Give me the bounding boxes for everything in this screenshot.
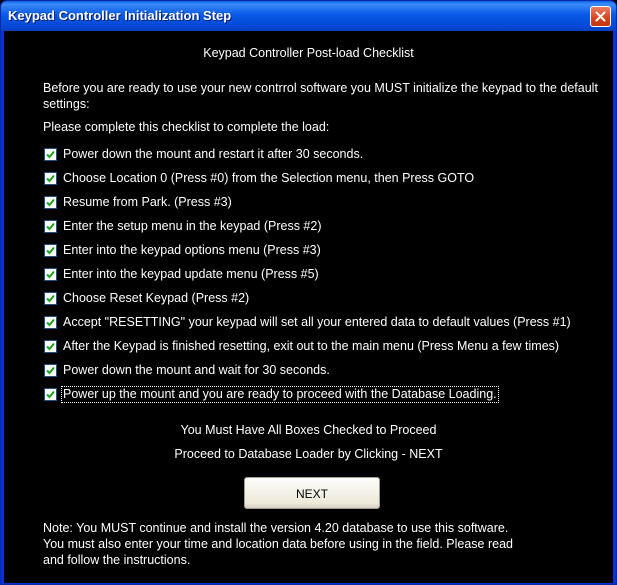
checklist-instruction: Please complete this checklist to complete the load: (43, 120, 330, 134)
checklist-item-label: Resume from Park. (Press #3) (63, 194, 232, 209)
checklist-item-exit-main-menu[interactable] (44, 337, 560, 355)
checkbox[interactable] (44, 244, 57, 257)
checklist-item-label: After the Keypad is finished resetting, exit out to the main menu (Press Menu a few times) (63, 338, 560, 353)
checkbox[interactable] (44, 340, 57, 353)
close-icon (595, 11, 606, 22)
checklist-item-update-menu[interactable] (44, 265, 320, 283)
checklist-item-accept-resetting[interactable] (44, 313, 572, 331)
checkmark-icon (46, 198, 55, 207)
proceed-instruction: Proceed to Database Loader by Clicking - NEXT (174, 447, 443, 461)
checkmark-icon (46, 246, 55, 255)
checkmark-icon (46, 390, 55, 399)
dialog-body (4, 31, 613, 583)
checklist-item-label: Enter into the keypad update menu (Press #5) (63, 266, 319, 281)
checkbox[interactable] (44, 220, 57, 233)
checkmark-icon (46, 366, 55, 375)
checklist-heading: Keypad Controller Post-load Checklist (203, 46, 414, 60)
window-title: Keypad Controller Initialization Step (8, 8, 232, 23)
checklist-item-reset-keypad[interactable] (44, 289, 250, 307)
checklist-item-label: Power down the mount and restart it after 30 seconds. (63, 146, 364, 161)
checklist-item-label: Enter the setup menu in the keypad (Press #2) (63, 218, 322, 233)
checkmark-icon (46, 174, 55, 183)
note-text (43, 520, 603, 568)
checkmark-icon (46, 342, 55, 351)
checklist-item-label: Accept "RESETTING" your keypad will set all your entered data to default values (Press #1) (63, 314, 571, 329)
checklist-item-power-down-restart[interactable] (44, 145, 364, 163)
checklist-item-label: Choose Reset Keypad (Press #2) (63, 290, 250, 305)
checklist-item-label: Choose Location 0 (Press #0) from the Selection menu, then Press GOTO (63, 170, 475, 185)
note-line: Note: You MUST continue and install the version 4.20 database to use this software. (43, 521, 509, 535)
title-bar[interactable] (1, 1, 616, 31)
checkbox[interactable] (44, 196, 57, 209)
checklist-item-power-up[interactable] (44, 385, 498, 403)
checklist-item-label: Power up the mount and you are ready to proceed with the Database Loading. (63, 386, 497, 401)
checklist-item-power-down-wait[interactable] (44, 361, 331, 379)
checkbox[interactable] (44, 316, 57, 329)
checklist-item-resume-park[interactable] (44, 193, 233, 211)
checkbox[interactable] (44, 148, 57, 161)
note-line: and follow the instructions. (43, 553, 191, 567)
close-button[interactable] (590, 6, 611, 27)
checklist-item-label: Enter into the keypad options menu (Press #3) (63, 242, 321, 257)
checklist-item-options-menu[interactable] (44, 241, 322, 259)
checkmark-icon (46, 294, 55, 303)
checkbox[interactable] (44, 292, 57, 305)
checklist-item-label: Power down the mount and wait for 30 seconds. (63, 362, 330, 377)
checkmark-icon (46, 270, 55, 279)
checklist-item-setup-menu[interactable] (44, 217, 322, 235)
intro-text: Before you are ready to use your new contrrol software you MUST initialize the keypad to the default settings: (43, 81, 598, 111)
checkbox[interactable] (44, 268, 57, 281)
next-button[interactable]: NEXT (244, 477, 380, 509)
checkmark-icon (46, 318, 55, 327)
checkbox[interactable] (44, 172, 57, 185)
note-line: You must also enter your time and location data before using in the field. Please read (43, 537, 513, 551)
checkmark-icon (46, 222, 55, 231)
checklist-item-choose-location[interactable] (44, 169, 475, 187)
checkbox[interactable] (44, 364, 57, 377)
checkmark-icon (46, 150, 55, 159)
must-check-notice: You Must Have All Boxes Checked to Proceed (180, 423, 437, 437)
checkbox[interactable] (44, 388, 57, 401)
